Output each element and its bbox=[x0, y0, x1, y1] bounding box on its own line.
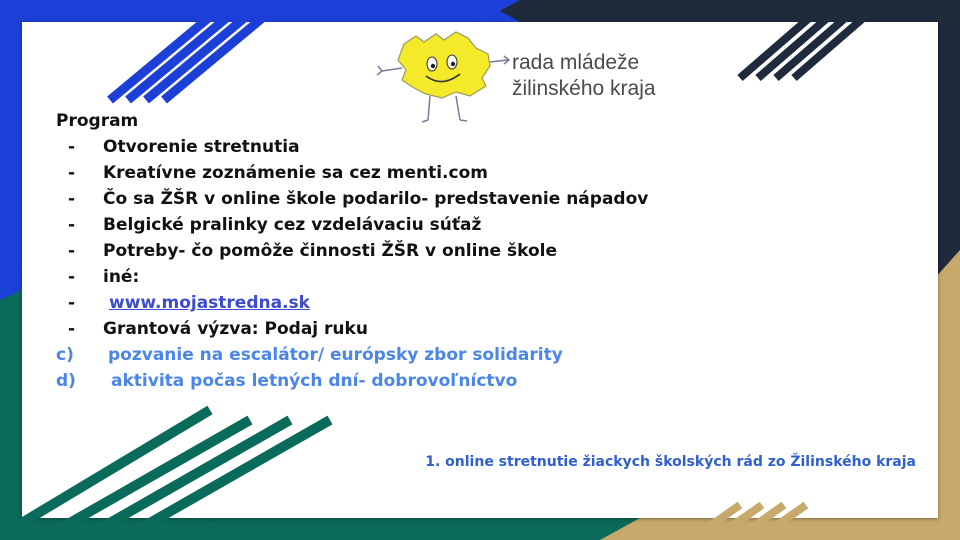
list-item-link: - www.mojastredna.sk bbox=[56, 290, 756, 316]
list-item: - Otvorenie stretnutia bbox=[68, 137, 300, 157]
list-item: - Čo sa ŽŠR v online škole podarilo- predstavenie nápadov bbox=[68, 189, 649, 209]
list-item: - Kreatívne zoznámenie sa cez menti.com bbox=[68, 163, 488, 183]
footer-caption: 1. online stretnutie žiackych školských rád zo Žilinského kraja bbox=[425, 454, 916, 470]
list-item: - iné: bbox=[68, 267, 140, 287]
sub-item-d: d) aktivita počas letných dní- dobrovoľníctvo bbox=[56, 371, 518, 391]
program-heading: Program bbox=[56, 111, 139, 131]
logo-line-2: žilinského kraja bbox=[512, 77, 656, 100]
list-item: - Grantová výzva: Podaj ruku bbox=[68, 319, 368, 339]
mojastredna-link[interactable]: www.mojastredna.sk bbox=[109, 293, 310, 313]
logo-line-1: rada mládeže bbox=[512, 51, 640, 74]
list-item: - Belgické pralinky cez vzdelávaciu súťaž bbox=[68, 215, 482, 235]
logo-text bbox=[512, 50, 656, 102]
sub-item-c: c) pozvanie na escalátor/ európsky zbor solidarity bbox=[56, 345, 563, 365]
list-item: - Potreby- čo pomôže činnosti ŽŠR v online škole bbox=[68, 241, 558, 261]
program-list bbox=[56, 108, 756, 394]
